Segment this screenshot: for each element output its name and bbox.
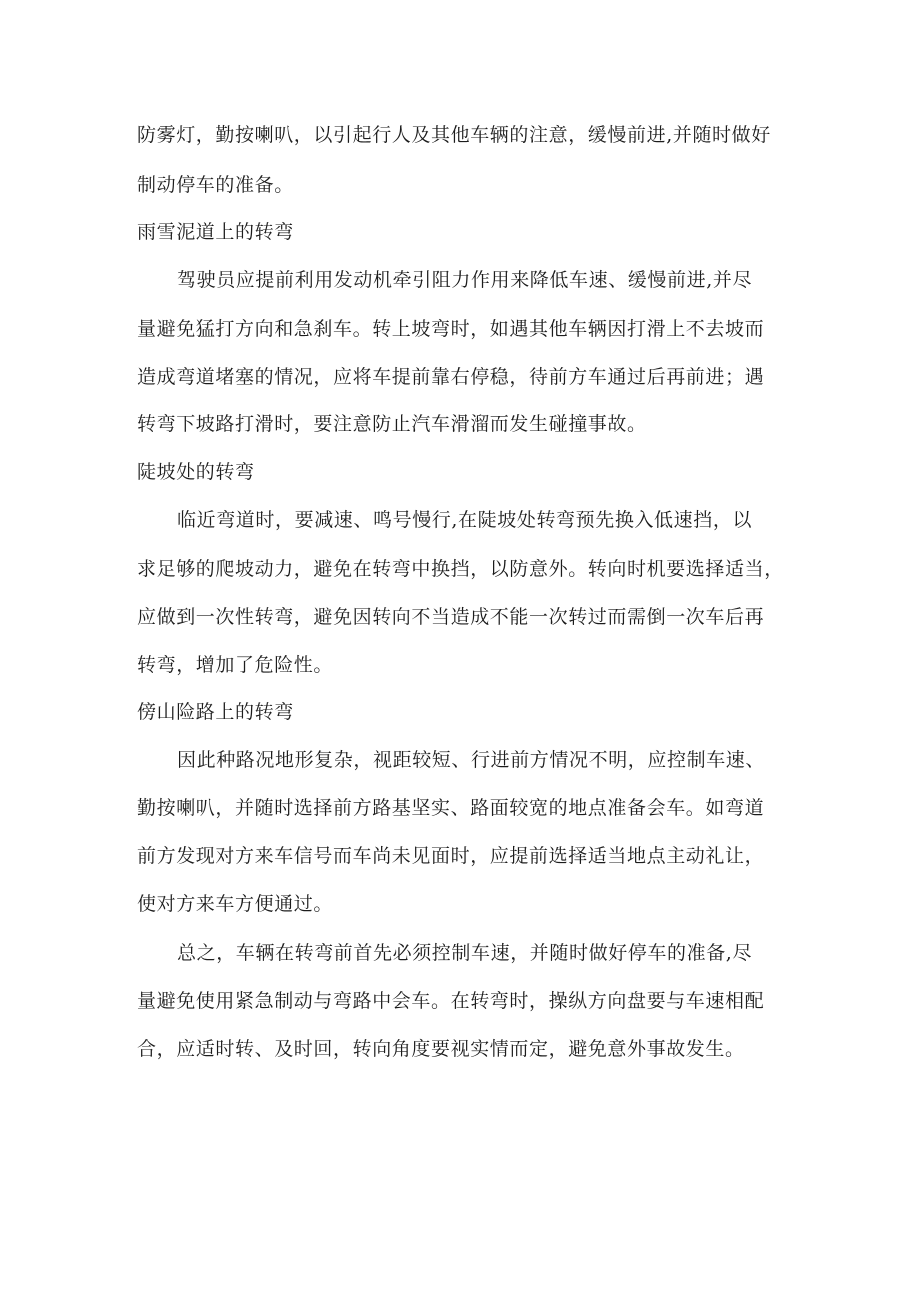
section-heading: 雨雪泥道上的转弯 <box>137 221 294 243</box>
paragraph-line: 临近弯道时，要减速、鸣号慢行,在陡坡处转弯预先换入低速挡，以 <box>177 509 753 531</box>
paragraph-line: 量避免使用紧急制动与弯路中会车。在转弯时，操纵方向盘要与车速相配 <box>137 990 765 1012</box>
paragraph-line: 应做到一次性转弯，避免因转向不当造成不能一次转过而需倒一次车后再 <box>137 606 765 628</box>
paragraph-line: 因此种路况地形复杂，视距较短、行进前方情况不明，应控制车速、 <box>177 749 766 771</box>
paragraph-line: 总之，车辆在转弯前首先必须控制车速，并随时做好停车的准备,尽 <box>177 942 753 964</box>
paragraph-line: 转弯下坡路打滑时，要注意防止汽车滑溜而发生碰撞事故。 <box>137 413 647 435</box>
paragraph-line: 量避免猛打方向和急刹车。转上坡弯时，如遇其他车辆因打滑上不去坡而 <box>137 318 765 340</box>
paragraph-line: 使对方来车方便通过。 <box>137 893 334 915</box>
section-heading: 傍山险路上的转弯 <box>137 701 294 723</box>
section-heading: 陡坡处的转弯 <box>137 461 255 483</box>
paragraph-line: 勤按喇叭，并随时选择前方路基坚实、路面较宽的地点准备会车。如弯道 <box>137 797 765 819</box>
paragraph-line: 制动停车的准备。 <box>137 174 294 196</box>
paragraph-line: 驾驶员应提前利用发动机牵引阻力作用来降低车速、缓慢前进,并尽 <box>177 269 753 291</box>
paragraph-line: 求足够的爬坡动力，避免在转弯中换挡，以防意外。转向时机要选择适当， <box>137 558 784 580</box>
paragraph-line: 合，应适时转、及时回，转向角度要视实情而定，避免意外事故发生。 <box>137 1038 745 1060</box>
paragraph-line: 转弯，增加了危险性。 <box>137 654 334 676</box>
paragraph-line: 前方发现对方来车信号而车尚未见面时，应提前选择适当地点主动礼让， <box>137 845 765 867</box>
paragraph-line: 造成弯道堵塞的情况，应将车提前靠右停稳，待前方车通过后再前进；遇 <box>137 366 765 388</box>
paragraph-line: 防雾灯，勤按喇叭，以引起行人及其他车辆的注意，缓慢前进,并随时做好 <box>137 124 771 146</box>
